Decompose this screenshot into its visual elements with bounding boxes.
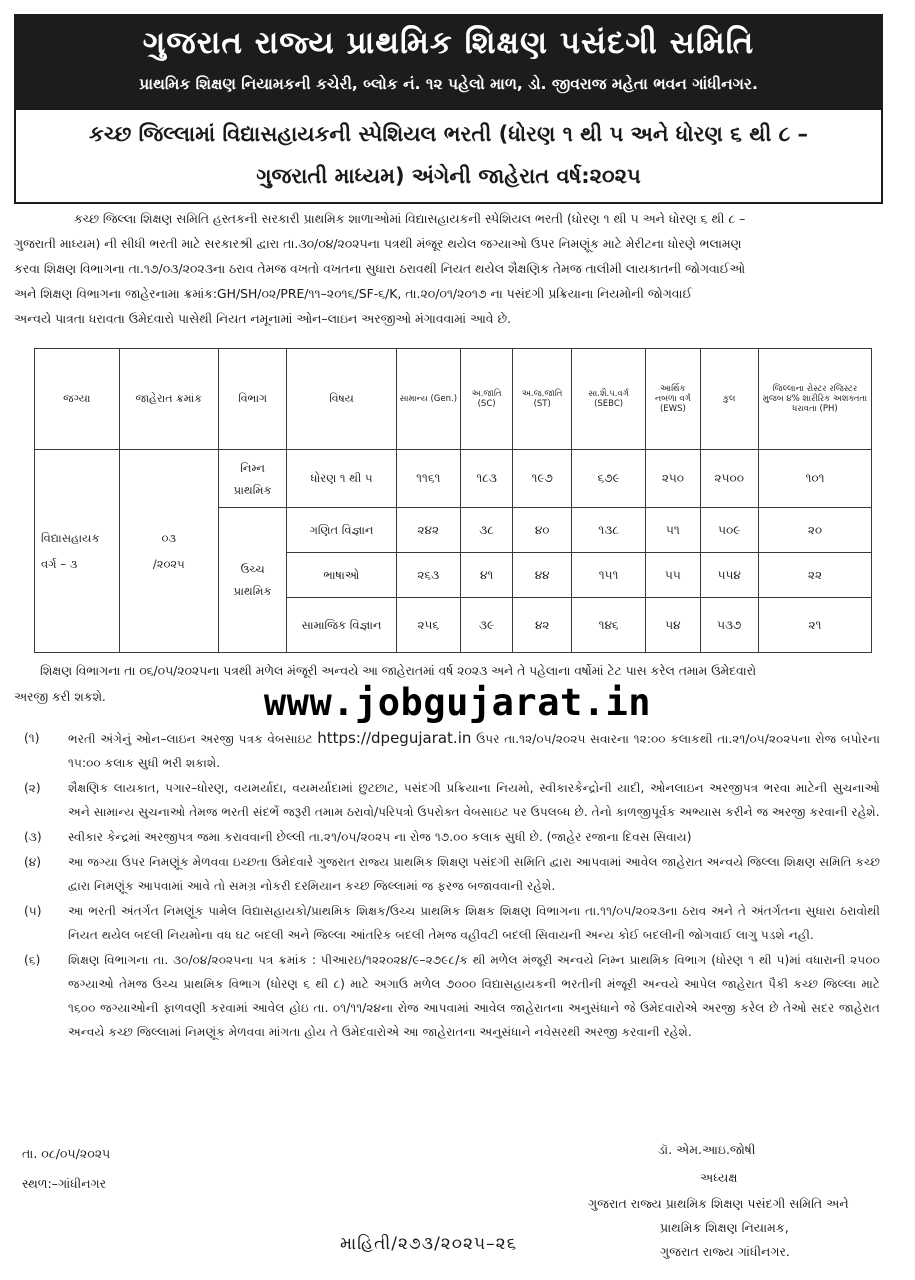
col-ph: જિલ્લાના રોસ્ટર રજિસ્ટર મુજબ ૪% શારીરિક અશક્તતા ધરાવતા (PH) — [758, 349, 871, 450]
gen-cell: ૧૧૬૧ — [396, 450, 460, 508]
item-text: આ ભરતી અંતર્ગત નિમણૂંક પામેલ વિદ્યાસહાયકો/પ્રાથમિક શિક્ષક/ઉચ્ચ પ્રાથમિક શિક્ષક શિક્ષણ વિભાગના તા.૧૧/૦૫/૨૦૨૩ના ઠરાવ અને તે અંતર્ગતના સુધારા ઠરાવોથી નિયત થયેલ બદલી નિયમોના વધ ઘટ બદલી અને જિલ્લા આંતરિક બદલી તેમજ વહીવટી બદલી સિવાયની અન્ય કોઈ બદલીની જોગવાઈ લાગુ પડશે નહી. — [68, 904, 880, 942]
sebc-cell: ૧૫૧ — [572, 553, 646, 598]
dept-lower-l2: પ્રાથમિક — [233, 482, 272, 497]
item-text — [68, 726, 880, 775]
dept-upper-l2: પ્રાથમિક — [233, 584, 272, 598]
sebc-cell: ૧૪૬ — [572, 598, 646, 653]
sc-cell: ૧૮૩ — [460, 450, 513, 508]
ph-cell: ૨૧ — [758, 598, 871, 653]
footer — [0, 1136, 915, 1276]
list-item — [24, 776, 880, 824]
ews-cell: ૫૪ — [646, 598, 700, 653]
item-number: (૬) — [24, 953, 41, 967]
item-text: શૈક્ષણિક લાયકાત, પગાર–ધોરણ, વયમર્યાદા, વયમર્યાદામાં છુટછાટ, પસંદગી પ્રક્રિયાના નિયમો, સ્વીકારકેન્દ્રોની યાદી, ઓનલાઇન અરજીપત્ર ભરવા માટેની સુચનાઓ અને સામાન્ય સુચનાઓ તેમજ ભરતી સંદર્ભે જરૂરી તમામ ઠરાવો/પરિપત્રો ઉપરોક્ત વેબસાઇટ પર ઉપલબ્ધ છે. તેનો કાળજીપૂર્વક અભ્યાસ કરીને જ અરજી કરવાની રહેશે. — [68, 781, 880, 819]
total-cell: ૫૦૯ — [700, 508, 758, 553]
gen-cell: ૨૬૩ — [396, 553, 460, 598]
total-cell: ૨૫૦૦ — [700, 450, 758, 508]
col-adv-no: જાહેરાત ક્રમાંક — [119, 349, 218, 450]
col-subject: વિષય — [287, 349, 396, 450]
signatory-title: અધ્યક્ષ — [700, 1170, 738, 1185]
ph-cell: ૨૨ — [758, 553, 871, 598]
intro-paragraph — [14, 206, 880, 331]
gen-cell: ૨૫૬ — [396, 598, 460, 653]
st-cell: ૪૨ — [513, 598, 572, 653]
col-sc: અ.જાતિ (SC) — [460, 349, 513, 450]
item-number: (૪) — [24, 855, 42, 869]
subject-cell: ધોરણ ૧ થી ૫ — [287, 450, 396, 508]
instructions-list — [24, 726, 880, 1045]
item-text-part: ઉપર તા.૧૨/૦૫/૨૦૨૫ સવારના ૧૨:૦૦ કલાકથી તા.૨૧/૦૫/૨૦૨૫ના રોજ બપોરના ૧૫:૦૦ કલાક સુધી ભરી શકાશે. — [68, 732, 881, 770]
intro-line: કરવા શિક્ષણ વિભાગના તા.૧૭/૦૩/૨૦૨૩ના ઠરાવ તેમજ વખતો વખતના સુધારા ઠરાવથી નિયત થયેલ શૈક્ષણિક તેમજ તાલીમી લાયકાતની જોગવાઈઓ — [14, 261, 746, 276]
header-banner — [14, 14, 883, 110]
sebc-cell: ૧૩૮ — [572, 508, 646, 553]
total-cell: ૫૩૭ — [700, 598, 758, 653]
table-row — [35, 450, 872, 508]
list-item — [24, 948, 880, 1044]
dept-lower-cell — [218, 450, 286, 508]
list-item — [24, 899, 880, 947]
note-line: શિક્ષણ વિભાગના તા ૦૬/૦૫/૨૦૨૫ના પત્રથી મળેલ મંજૂરી અન્વયે આ જાહેરાતમાં વર્ષ ૨૦૨૩ અને તે પહેલાના વર્ષોમાં ટેટ પાસ કરેલ તમામ ઉમેદવારો — [40, 664, 757, 678]
post-name: વિદ્યાસહાયક — [41, 531, 100, 545]
item-text: સ્વીકાર કેન્દ્રમાં અરજીપત્ર જમા કરાવવાની છેલ્લી તા.૨૧/૦૫/૨૦૨૫ ના રોજ ૧૭.૦૦ કલાક સુધી છે. (જાહેર રજાના દિવસ સિવાય) — [68, 830, 692, 844]
adv-no-cell — [119, 450, 218, 653]
intro-line: અને શિક્ષણ વિભાગના જાહેરનામા ક્રમાંક:GH/SH/૦૨/PRE/૧૧–૨૦૧૬/SF-૬/K, તા.૨૦/૦૧/૨૦૧૭ ના પસંદગી પ્રક્રિયાના નિયમોની જોગવાઈ — [14, 286, 693, 301]
list-item — [24, 726, 880, 775]
gen-cell: ૨૪૨ — [396, 508, 460, 553]
dept-lower-l1: નિમ્ન — [240, 460, 265, 475]
item-text: શિક્ષણ વિભાગના તા. ૩૦/૦૪/૨૦૨૫ના પત્ર ક્રમાંક : પીઆરઇ/૧૨૨૦૨૪/૯–૨૭૯૮/ક થી મળેલ મંજૂરી અન્વયે નિમ્ન પ્રાથમિક વિભાગ (ધોરણ ૧ થી ૫)માં વધારાની ૨૫૦૦ જગ્યાઓ તેમજ ઉચ્ચ પ્રાથમિક વિભાગ (ધોરણ ૬ થી ૮) માટે અગાઉ મળેલ ૭૦૦૦ વિદ્યાસહાયકની ભરતીની મંજૂરી અન્વયે આપેલ જાહેરાત પૈકી કચ્છ જિલ્લા માટે ૧૬૦૦ જગ્યાઓની ફાળવણી કરવામાં આવેલ હોઇ તા. ૦૧/૧૧/૨૪ના રોજ આપવામાં આવેલ જાહેરાતના અનુસંધાને જે ઉમેદવારોએ અરજી કરેલ છે તેઓ સદર જાહેરાત અન્વયે કચ્છ જિલ્લામાં નિમણૂંક મેળવવા માંગતા હોય તે ઉમેદવારોએ આ જાહેરાતના અનુસંધાને નવેસરથી અરજી કરવાની રહેશે. — [68, 953, 880, 1039]
item-number: (૧) — [24, 731, 40, 745]
list-item — [24, 825, 880, 849]
website-link[interactable]: https://dpegujarat.in — [317, 729, 472, 747]
col-sebc: સા.શૈ.પ.વર્ગ (SEBC) — [572, 349, 646, 450]
intro-line: ગુજરાતી માધ્યમ) ની સીધી ભરતી માટે સરકારશ્રી દ્વારા તા.૩૦/૦૪/૨૦૨૫ના પત્રથી મંજૂર થયેલ જગ્યાઓ ઉપર નિમણૂંક માટે મેરીટના ધોરણે ભલામણ — [14, 236, 742, 251]
sc-cell: ૪૧ — [460, 553, 513, 598]
ews-cell: ૨૫૦ — [646, 450, 700, 508]
notice-date: તા. ૦૮/૦૫/૨૦૨૫ — [22, 1146, 111, 1161]
signatory-org-line: ગુજરાત રાજ્ય પ્રાથમિક શિક્ષણ પસંદગી સમિતિ અને — [588, 1196, 849, 1211]
dept-upper-l1: ઉચ્ચ — [240, 562, 265, 576]
notice-title-line2: ગુજરાતી માધ્યમ) અંગેની જાહેરાત વર્ષ:૨૦૨૫ — [256, 164, 641, 188]
org-name: ગુજરાત રાજ્ય પ્રાથમિક શિક્ષણ પસંદગી સમિતિ — [142, 25, 755, 61]
col-total: કુલ — [700, 349, 758, 450]
notice-title-line1: કચ્છ જિલ્લામાં વિદ્યાસહાયકની સ્પેશિયલ ભરતી (ધોરણ ૧ થી ૫ અને ધોરણ ૬ થી ૮ – — [89, 122, 808, 146]
ews-cell: ૫૧ — [646, 508, 700, 553]
vacancy-table — [34, 348, 872, 653]
dept-upper-cell — [218, 508, 286, 653]
item-number: (૨) — [24, 781, 41, 795]
item-number: (૫) — [24, 904, 42, 918]
ph-cell: ૨૦ — [758, 508, 871, 553]
col-post: જગ્યા — [35, 349, 120, 450]
st-cell: ૪૦ — [513, 508, 572, 553]
org-address: પ્રાથમિક શિક્ષણ નિયામકની કચેરી, બ્લોક નં. ૧૨ પહેલો માળ, ડો. જીવરાજ મહેતા ભવન ગાંધીનગર. — [139, 75, 758, 93]
adv-no-part2: /૨૦૨૫ — [152, 557, 185, 571]
sc-cell: ૩૮ — [460, 508, 513, 553]
subject-cell: ભાષાઓ — [287, 553, 396, 598]
ph-cell: ૧૦૧ — [758, 450, 871, 508]
info-reference: માહિતી/૨૭૩/૨૦૨૫–૨૬ — [340, 1234, 518, 1254]
website-watermark: www.jobgujarat.in — [263, 681, 652, 724]
adv-no-part1: ૦૩ — [161, 531, 177, 545]
post-class: વર્ગ – ૩ — [41, 557, 78, 571]
intro-line: અન્વયે પાત્રતા ધરાવતા ઉમેદવારો પાસેથી નિયત નમૂનામાં ઓન–લાઇન અરજીઓ મંગાવવામાં આવે છે. — [14, 311, 511, 326]
item-number: (૩) — [24, 830, 42, 844]
item-text-part: ભરતી અંગેનું ઓન–લાઇન અરજી પત્રક વેબસાઇટ — [68, 732, 318, 746]
list-item — [24, 850, 880, 898]
signatory-name: ડૉ. એમ.આઇ.જોષી — [658, 1142, 756, 1157]
item-text: આ જગ્યા ઉપર નિમણૂંક મેળવવા ઇચ્છતા ઉમેદવારે ગુજરાત રાજ્ય પ્રાથમિક શિક્ષણ પસંદગી સમિતિ દ્વારા આપવામાં આવેલ જાહેરાત અન્વયે જિલ્લા શિક્ષણ સમિતિ કચ્છ દ્વારા નિમણૂંક આપવામાં આવે તો સમગ્ર નોકરી દરમિયાન કચ્છ જિલ્લામાં જ ફરજ બજાવવાની રહેશે. — [68, 855, 880, 893]
notice-place: સ્થળ:–ગાંધીનગર — [22, 1176, 107, 1191]
sc-cell: ૩૯ — [460, 598, 513, 653]
col-gen: સામાન્ય (Gen.) — [396, 349, 460, 450]
intro-line: કચ્છ જિલ્લા શિક્ષણ સમિતિ હસ્તકની સરકારી પ્રાથમિક શાળાઓમાં વિદ્યાસહાયકની સ્પેશિયલ ભરતી (ધોરણ ૧ થી ૫ અને ધોરણ ૬ થી ૮ – — [74, 211, 746, 226]
note-line: અરજી કરી શકશે. — [14, 690, 106, 704]
col-ews: આર્થિક નબળા વર્ગ (EWS) — [646, 349, 700, 450]
col-dept: વિભાગ — [218, 349, 286, 450]
notice-title-box — [14, 110, 883, 204]
subject-cell: સામાજિક વિજ્ઞાન — [287, 598, 396, 653]
signatory-org-line: પ્રાથમિક શિક્ષણ નિયામક, — [660, 1220, 789, 1235]
total-cell: ૫૫૪ — [700, 553, 758, 598]
ews-cell: ૫૫ — [646, 553, 700, 598]
post-cell — [35, 450, 120, 653]
sebc-cell: ૬૭૯ — [572, 450, 646, 508]
st-cell: ૪૪ — [513, 553, 572, 598]
st-cell: ૧૯૭ — [513, 450, 572, 508]
signatory-org-line: ગુજરાત રાજ્ય ગાંધીનગર. — [660, 1244, 790, 1259]
subject-cell: ગણિત વિજ્ઞાન — [287, 508, 396, 553]
col-st: અ.જ.જાતિ (ST) — [513, 349, 572, 450]
table-header-row — [35, 349, 872, 450]
